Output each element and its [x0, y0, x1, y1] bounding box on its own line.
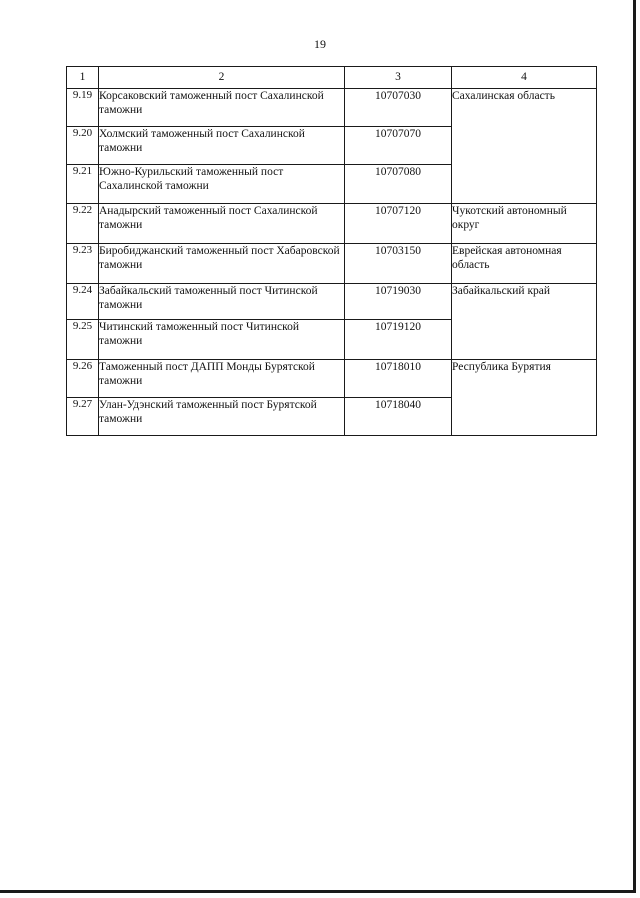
- table-row: [67, 244, 597, 284]
- post-code: 10719120: [345, 320, 452, 360]
- post-code: 10707030: [345, 89, 452, 127]
- region-cell: Чукотский автономный округ: [452, 204, 597, 244]
- table-row: [67, 204, 597, 244]
- post-name: Читинский таможенный пост Читинской таможни: [99, 320, 345, 360]
- post-code: 10718040: [345, 398, 452, 436]
- row-number: 9.25: [67, 320, 99, 360]
- post-name: Улан-Удэнский таможенный пост Бурятской таможни: [99, 398, 345, 436]
- column-header-2: 2: [99, 67, 345, 89]
- post-name: Таможенный пост ДАПП Монды Бурятской таможни: [99, 360, 345, 398]
- table-row: [67, 89, 597, 127]
- post-code: 10707080: [345, 165, 452, 204]
- post-code: 10703150: [345, 244, 452, 284]
- region-cell: Еврейская автономная область: [452, 244, 597, 284]
- column-header-3: 3: [345, 67, 452, 89]
- row-number: 9.26: [67, 360, 99, 398]
- region-cell: Республика Бурятия: [452, 360, 597, 436]
- table-row: [67, 360, 597, 398]
- post-name: Анадырский таможенный пост Сахалинской таможни: [99, 204, 345, 244]
- row-number: 9.27: [67, 398, 99, 436]
- row-number: 9.22: [67, 204, 99, 244]
- row-number: 9.21: [67, 165, 99, 204]
- post-name: Холмский таможенный пост Сахалинской таможни: [99, 127, 345, 165]
- table-header-row: [67, 67, 597, 89]
- row-number: 9.20: [67, 127, 99, 165]
- post-name: Корсаковский таможенный пост Сахалинской таможни: [99, 89, 345, 127]
- table-row: [67, 284, 597, 320]
- region-cell: Сахалинская область: [452, 89, 597, 204]
- row-number: 9.19: [67, 89, 99, 127]
- column-header-1: 1: [67, 67, 99, 89]
- customs-posts-table: [66, 66, 597, 436]
- region-cell: Забайкальский край: [452, 284, 597, 360]
- page-number: 19: [314, 37, 326, 51]
- row-number: 9.24: [67, 284, 99, 320]
- post-code: 10718010: [345, 360, 452, 398]
- post-name: Биробиджанский таможенный пост Хабаровской таможни: [99, 244, 345, 284]
- post-code: 10719030: [345, 284, 452, 320]
- post-name: Забайкальский таможенный пост Читинской таможни: [99, 284, 345, 320]
- post-code: 10707070: [345, 127, 452, 165]
- post-code: 10707120: [345, 204, 452, 244]
- post-name: Южно-Курильский таможенный пост Сахалинской таможни: [99, 165, 345, 204]
- row-number: 9.23: [67, 244, 99, 284]
- column-header-4: 4: [452, 67, 597, 89]
